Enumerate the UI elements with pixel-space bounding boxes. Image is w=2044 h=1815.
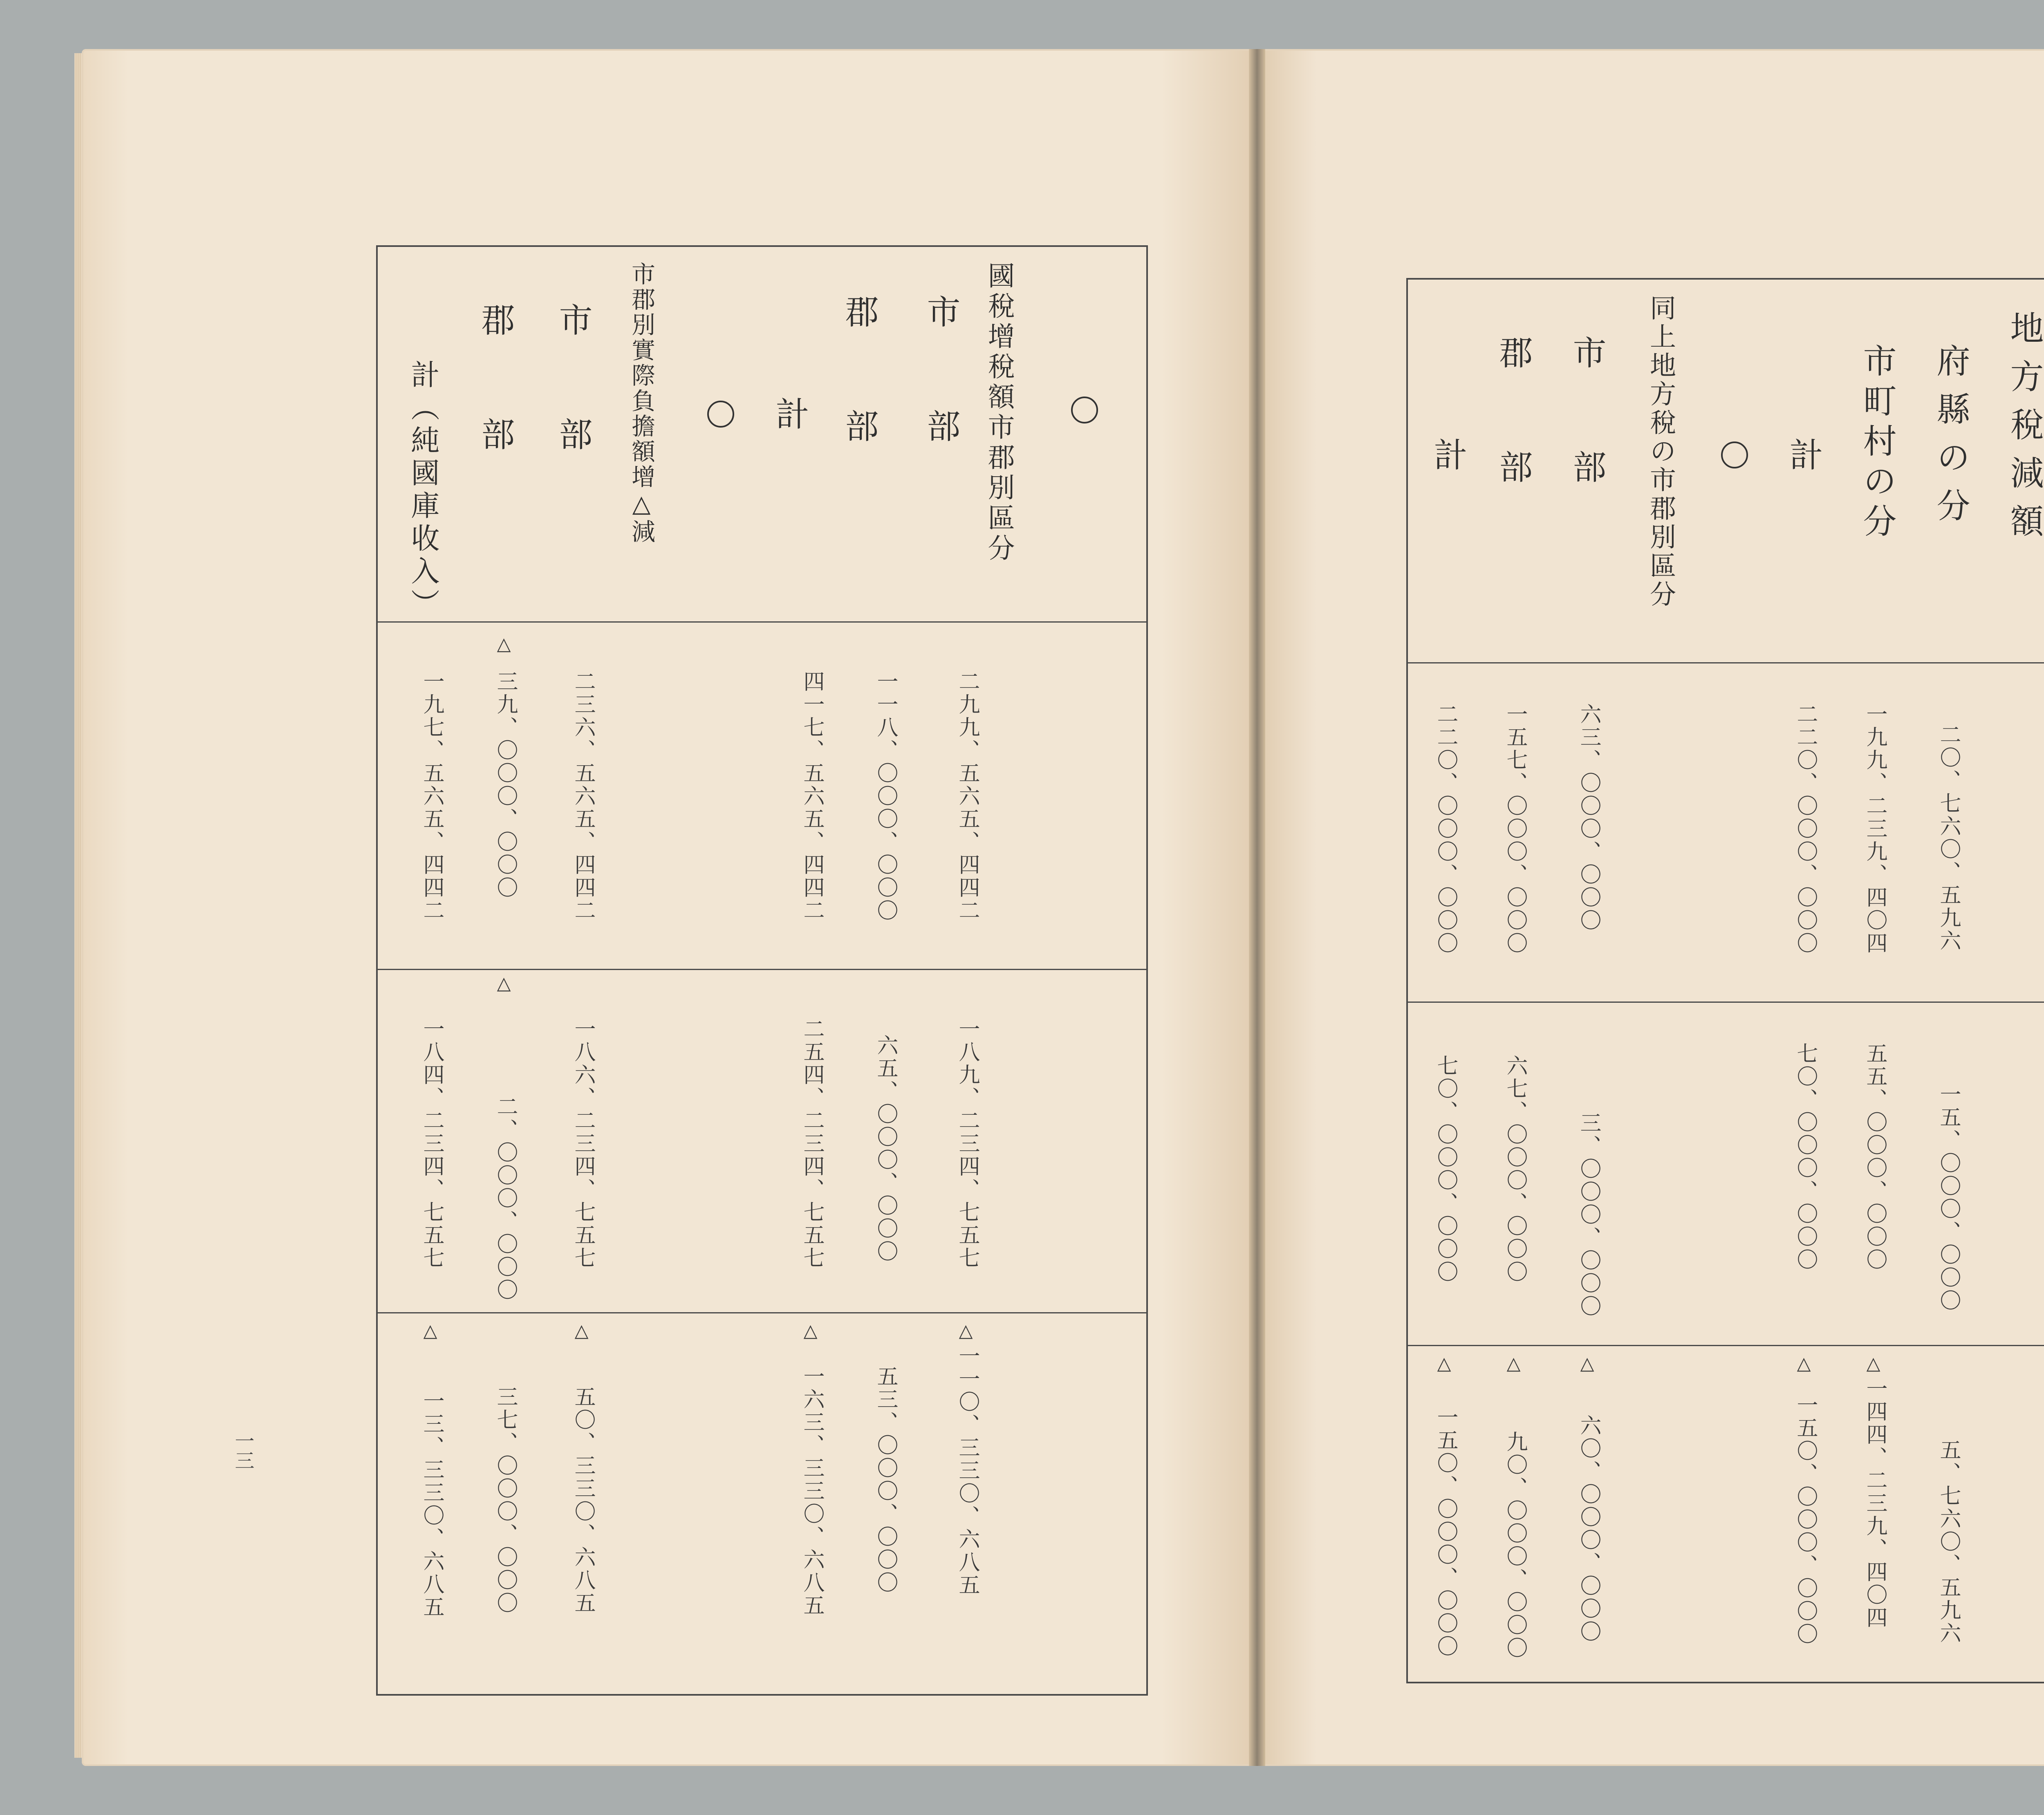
circle-bullet-icon [1721, 441, 1748, 468]
left-row2-actual-county: 二、〇〇〇、〇〇〇 [493, 1096, 518, 1302]
left-row1-total: 四一七、五六五、四四二 [800, 670, 824, 922]
decrease-mark: △ [1863, 1353, 1884, 1376]
right-row2-total: 七〇、〇〇〇、〇〇〇 [1793, 1042, 1818, 1271]
right-row1-county: 一五七、〇〇〇、〇〇〇 [1503, 703, 1527, 955]
right-row2-city: 三、〇〇〇、〇〇〇 [1576, 1112, 1601, 1318]
decrease-mark: △ [1793, 1353, 1814, 1376]
section2-city-label: 市 部 [1567, 335, 1606, 507]
left-row2-total: 二五四、二三四、七五七 [800, 1018, 824, 1270]
book-spread [82, 49, 2044, 1778]
right-row-divider-1 [1406, 1002, 2044, 1003]
section2-county-label: 郡 部 [1494, 335, 1533, 507]
left-row1-actual-city: 二三六、五六五、四四二 [571, 670, 595, 922]
right-row1-muni: 一九九、二三九、四〇四 [1862, 703, 1887, 955]
left-row3-total: 一六三、三三〇、六八五 [800, 1365, 824, 1617]
decrease-mark: △ [420, 1320, 441, 1343]
left-row1-city: 二九九、五六五、四四二 [955, 670, 979, 922]
left-row2-actual-city: 一八六、二三四、七五七 [571, 1018, 595, 1270]
right-row3-total: 一五〇、〇〇〇、〇〇〇 [1793, 1394, 1818, 1646]
right-row3-muni: 一四四、二三九、四〇四 [1862, 1378, 1887, 1629]
section1-county-label: 郡 部 [840, 294, 879, 466]
right-page [1259, 49, 2044, 1766]
left-row2-city: 一八九、二三四、七五七 [955, 1018, 979, 1270]
left-row3-county: 五三、〇〇〇、〇〇〇 [873, 1365, 898, 1594]
right-row1-pref: 二〇、七六〇、五九六 [1936, 724, 1961, 952]
left-row3-actual-county: 三七、〇〇〇、〇〇〇 [493, 1386, 518, 1615]
right-row2-muni: 五五、〇〇〇、〇〇〇 [1862, 1042, 1887, 1271]
decrease-mark: △ [571, 1320, 592, 1343]
left-page [82, 49, 1255, 1766]
right-row3-city: 六〇、〇〇〇、〇〇〇 [1576, 1414, 1601, 1643]
decrease-mark: △ [493, 634, 514, 656]
section1-total-label: 計 [770, 397, 809, 454]
right-row3-pref: 五、七六〇、五九六 [1936, 1439, 1961, 1645]
decrease-mark: △ [1503, 1353, 1524, 1376]
section2-title: 同上地方稅の市郡別區分 [1645, 294, 1676, 609]
left-row3-actual-total: 一三、三三〇、六八五 [419, 1390, 444, 1619]
section1-city-label: 市 部 [921, 294, 960, 466]
left-row3-actual-city: 五〇、三三〇、六八五 [571, 1386, 595, 1615]
section2-county-label: 郡 部 [476, 302, 515, 474]
right-row2-county: 六七、〇〇〇、〇〇〇 [1503, 1055, 1527, 1284]
book-gutter [1249, 49, 1265, 1766]
decrease-mark: △ [800, 1320, 821, 1343]
section2-total-label: 計 [1428, 437, 1467, 495]
decrease-mark: △ [955, 1320, 976, 1343]
section1-title: 地方稅減額 [2005, 311, 2044, 552]
left-row2-actual-total: 一八四、二三四、七五七 [419, 1018, 444, 1270]
right-row1-total: 二二〇、〇〇〇、〇〇〇 [1793, 703, 1818, 955]
decrease-mark: △ [1434, 1353, 1455, 1376]
circle-bullet-icon [707, 401, 734, 428]
right-row-divider-2 [1406, 1345, 2044, 1346]
decrease-mark: △ [1577, 1353, 1598, 1376]
decrease-mark: △ [493, 973, 514, 995]
right-row3-county: 九〇、〇〇〇、〇〇〇 [1503, 1431, 1527, 1660]
right-header-divider [1406, 662, 2044, 663]
section2-title: 市郡別實際負擔額增△減 [628, 262, 655, 544]
right-row1-city: 六三、〇〇〇、〇〇〇 [1576, 703, 1601, 932]
left-row-divider-2 [376, 1312, 1146, 1313]
right-row2-pref: 一五、〇〇〇、〇〇〇 [1936, 1083, 1961, 1312]
section1-pref-label: 府縣の分 [1931, 343, 1970, 536]
left-row1-actual-total: 一九七、五六五、四四二 [419, 670, 444, 922]
right-row2-total2: 七〇、〇〇〇、〇〇〇 [1433, 1055, 1458, 1284]
left-row2-county: 六五、〇〇〇、〇〇〇 [873, 1034, 898, 1263]
left-row3-city: 一一〇、三三〇、六八五 [955, 1345, 979, 1597]
page-number: 一三 [231, 1431, 254, 1470]
page-edge [74, 53, 82, 1758]
section2-total-label: 計（純國庫收入） [406, 360, 440, 621]
left-row1-actual-county: 三九、〇〇〇、〇〇〇 [493, 670, 518, 899]
section1-muni-label: 市町村の分 [1858, 343, 1896, 544]
left-header-divider [376, 621, 1146, 623]
circle-bullet-icon [1071, 397, 1098, 424]
left-row1-county: 一一八、〇〇〇、〇〇〇 [873, 670, 898, 922]
right-row1-total2: 二二〇、〇〇〇、〇〇〇 [1433, 703, 1458, 955]
section2-city-label: 市 部 [554, 302, 592, 474]
section1-total-label: 計 [1784, 437, 1823, 495]
right-row3-total2: 一五〇、〇〇〇、〇〇〇 [1433, 1406, 1458, 1658]
left-row-divider-1 [376, 969, 1146, 970]
section1-title: 國稅增稅額市郡別區分 [983, 262, 1015, 564]
